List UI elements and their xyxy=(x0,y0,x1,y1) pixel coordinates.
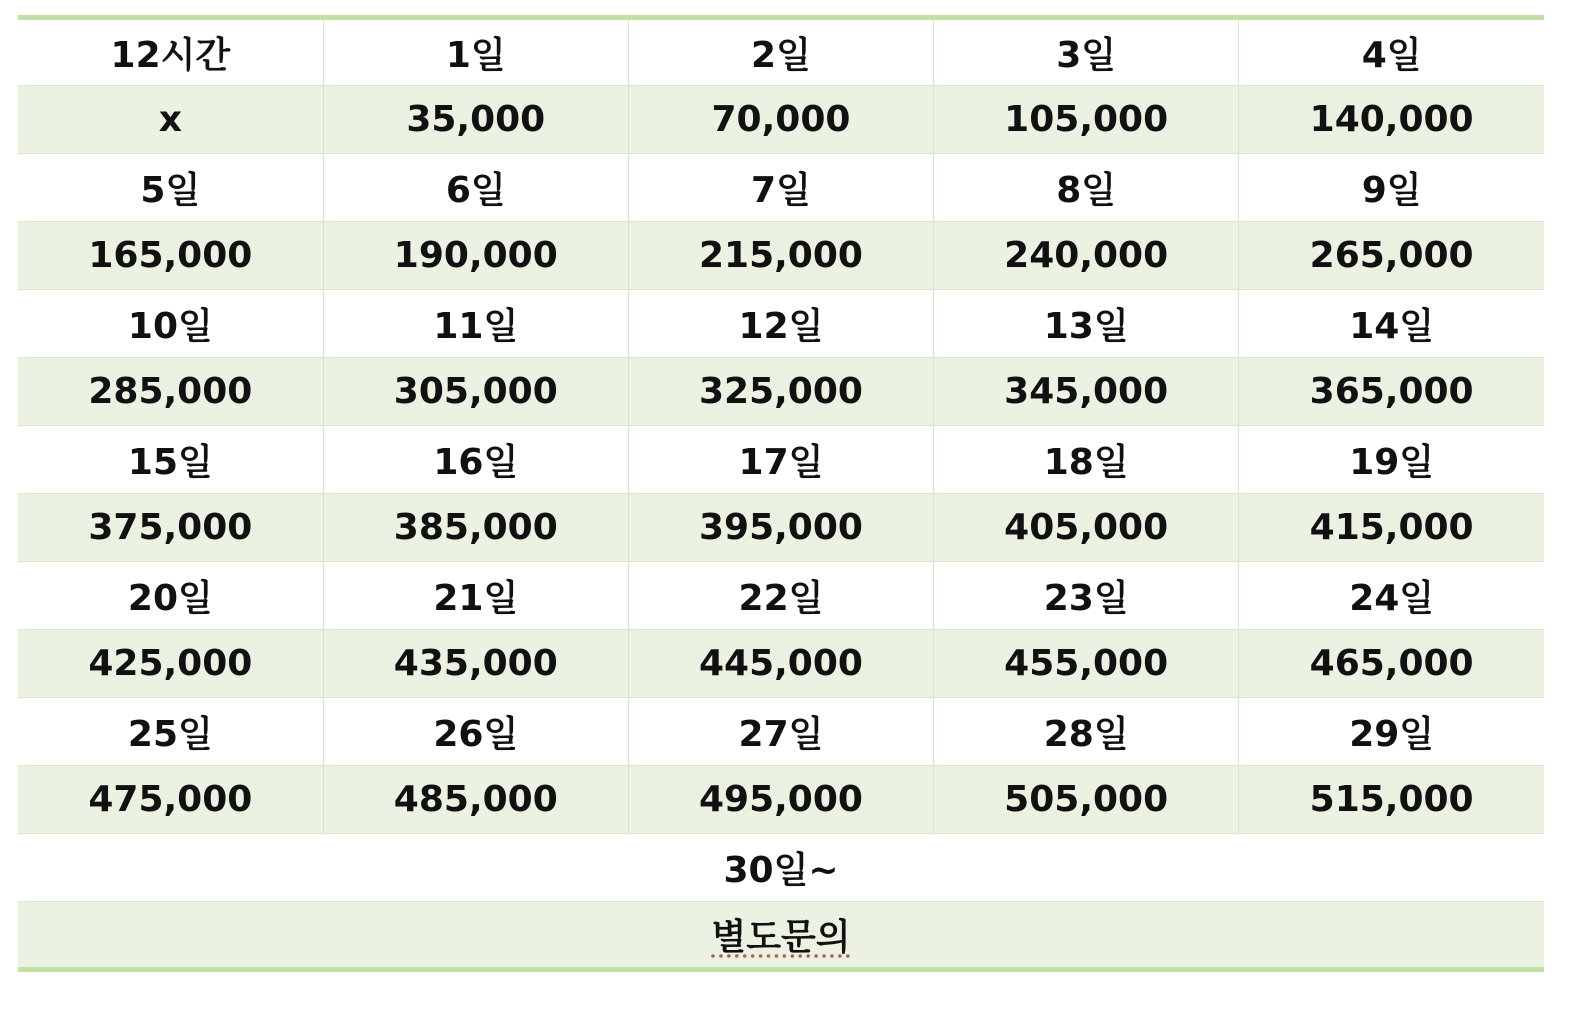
duration-cell: 29일 xyxy=(1239,698,1544,766)
price-cell: 505,000 xyxy=(934,766,1239,834)
price-cell: 35,000 xyxy=(323,86,628,154)
price-cell: 475,000 xyxy=(18,766,323,834)
price-cell: 385,000 xyxy=(323,494,628,562)
duration-cell: 22일 xyxy=(628,562,933,630)
duration-row xyxy=(18,562,1544,630)
duration-cell: 6일 xyxy=(323,154,628,222)
rental-price-table xyxy=(18,15,1544,972)
duration-cell: 12시간 xyxy=(18,18,323,86)
duration-cell: 3일 xyxy=(934,18,1239,86)
price-cell: 445,000 xyxy=(628,630,933,698)
duration-cell: 25일 xyxy=(18,698,323,766)
duration-cell: 12일 xyxy=(628,290,933,358)
price-cell: 485,000 xyxy=(323,766,628,834)
price-cell: 455,000 xyxy=(934,630,1239,698)
duration-cell: 21일 xyxy=(323,562,628,630)
price-row xyxy=(18,630,1544,698)
duration-cell: 18일 xyxy=(934,426,1239,494)
price-row xyxy=(18,358,1544,426)
duration-row xyxy=(18,426,1544,494)
duration-cell: 8일 xyxy=(934,154,1239,222)
price-cell: 285,000 xyxy=(18,358,323,426)
price-row xyxy=(18,766,1544,834)
duration-cell: 27일 xyxy=(628,698,933,766)
duration-cell: 7일 xyxy=(628,154,933,222)
price-cell: 365,000 xyxy=(1239,358,1544,426)
price-row xyxy=(18,222,1544,290)
duration-cell: 16일 xyxy=(323,426,628,494)
duration-cell: 1일 xyxy=(323,18,628,86)
price-cell: 140,000 xyxy=(1239,86,1544,154)
price-cell: 265,000 xyxy=(1239,222,1544,290)
duration-cell: 5일 xyxy=(18,154,323,222)
price-cell: 415,000 xyxy=(1239,494,1544,562)
price-cell: 70,000 xyxy=(628,86,933,154)
price-cell: 395,000 xyxy=(628,494,933,562)
price-cell: 465,000 xyxy=(1239,630,1544,698)
price-cell: 240,000 xyxy=(934,222,1239,290)
price-cell: 325,000 xyxy=(628,358,933,426)
duration-row xyxy=(18,18,1544,86)
duration-cell: 17일 xyxy=(628,426,933,494)
duration-cell: 2일 xyxy=(628,18,933,86)
price-cell: 435,000 xyxy=(323,630,628,698)
price-cell: 190,000 xyxy=(323,222,628,290)
duration-cell: 9일 xyxy=(1239,154,1544,222)
price-cell: 405,000 xyxy=(934,494,1239,562)
price-cell: 495,000 xyxy=(628,766,933,834)
duration-cell: 4일 xyxy=(1239,18,1544,86)
price-cell: 305,000 xyxy=(323,358,628,426)
duration-row xyxy=(18,290,1544,358)
duration-cell: 23일 xyxy=(934,562,1239,630)
duration-cell: 19일 xyxy=(1239,426,1544,494)
long-term-row xyxy=(18,834,1544,902)
inquiry-row xyxy=(18,902,1544,970)
separate-inquiry-text: 별도문의 xyxy=(711,917,851,958)
price-cell: 375,000 xyxy=(18,494,323,562)
price-cell: 165,000 xyxy=(18,222,323,290)
price-table-body xyxy=(18,18,1544,970)
duration-row xyxy=(18,154,1544,222)
price-cell: 425,000 xyxy=(18,630,323,698)
duration-cell: 13일 xyxy=(934,290,1239,358)
price-cell: 515,000 xyxy=(1239,766,1544,834)
duration-cell: 24일 xyxy=(1239,562,1544,630)
price-cell: 105,000 xyxy=(934,86,1239,154)
duration-cell: 11일 xyxy=(323,290,628,358)
duration-cell: 26일 xyxy=(323,698,628,766)
price-cell: x xyxy=(18,86,323,154)
long-term-label: 30일~ xyxy=(18,834,1544,902)
duration-cell: 14일 xyxy=(1239,290,1544,358)
duration-cell: 20일 xyxy=(18,562,323,630)
inquiry-cell xyxy=(18,902,1544,970)
duration-cell: 15일 xyxy=(18,426,323,494)
duration-cell: 10일 xyxy=(18,290,323,358)
price-cell: 345,000 xyxy=(934,358,1239,426)
duration-row xyxy=(18,698,1544,766)
duration-cell: 28일 xyxy=(934,698,1239,766)
price-row xyxy=(18,494,1544,562)
price-cell: 215,000 xyxy=(628,222,933,290)
price-row xyxy=(18,86,1544,154)
